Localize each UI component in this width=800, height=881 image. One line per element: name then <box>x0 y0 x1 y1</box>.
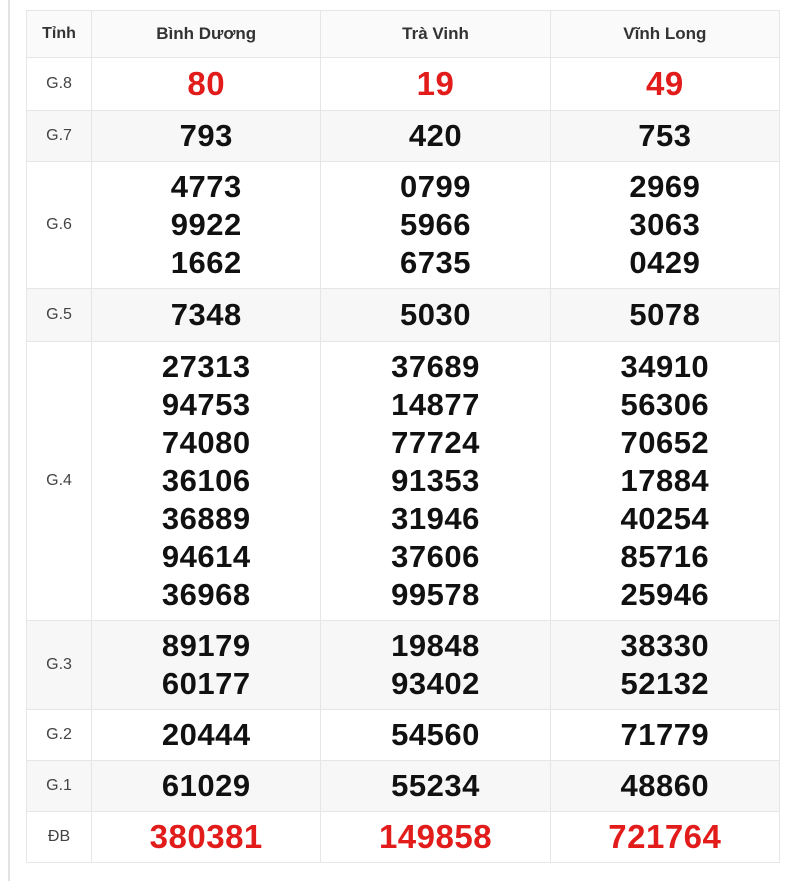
province-tra-vinh-header[interactable]: Trà Vinh <box>321 11 550 58</box>
lottery-results-table <box>26 10 780 863</box>
prize-label: G.2 <box>27 710 92 761</box>
prize-cell <box>550 342 779 621</box>
prize-cell <box>321 710 550 761</box>
prize-number: 61029 <box>161 768 251 803</box>
prize-number: 40254 <box>620 501 710 536</box>
prize-number: 52132 <box>620 666 710 701</box>
prize-number: 85716 <box>620 539 710 574</box>
prize-number: 420 <box>408 118 463 153</box>
prize-number: 0429 <box>629 245 701 280</box>
prize-cell <box>92 111 321 162</box>
prize-cell <box>321 342 550 621</box>
prize-number: 93402 <box>391 666 480 701</box>
left-border-rule <box>8 0 10 881</box>
prize-row-g1 <box>27 761 780 812</box>
prize-cell <box>92 58 321 111</box>
prize-cell <box>92 342 321 621</box>
prize-label: G.4 <box>27 342 92 621</box>
prize-number: 34910 <box>620 349 710 384</box>
special-prize-number: 149858 <box>378 818 493 855</box>
prize-cell <box>92 621 321 710</box>
prize-number: 71779 <box>620 717 710 752</box>
prize-cell <box>550 162 779 289</box>
prize-number: 19848 <box>391 628 480 663</box>
prize-number: 6735 <box>400 245 471 280</box>
province-vinh-long-header[interactable]: Vĩnh Long <box>550 11 779 58</box>
prize-number: 27313 <box>161 349 251 384</box>
prize-number: 14877 <box>391 387 480 422</box>
prize-cell <box>321 162 550 289</box>
prize-number: 99578 <box>391 577 480 612</box>
special-prize-number: 380381 <box>149 818 263 855</box>
prize-cell <box>550 58 779 111</box>
prize-number: 56306 <box>620 387 710 422</box>
prize-row-g8 <box>27 58 780 111</box>
prize-number: 94614 <box>161 539 251 574</box>
prize-number: 36968 <box>161 577 251 612</box>
prize-cell <box>92 710 321 761</box>
province-header-label: Tỉnh <box>27 11 92 58</box>
prize-number: 17884 <box>620 463 710 498</box>
prize-cell <box>321 761 550 812</box>
prize-number: 54560 <box>391 717 480 752</box>
prize-cell <box>321 812 550 863</box>
prize-row-special <box>27 812 780 863</box>
province-binh-duong-header[interactable]: Bình Dương <box>92 11 321 58</box>
table-header-row <box>27 11 780 58</box>
prize-number: 753 <box>638 118 692 153</box>
prize-row-g5 <box>27 289 780 342</box>
prize-number: 9922 <box>170 207 242 242</box>
prize-number: 94753 <box>161 387 251 422</box>
prize-number: 5030 <box>400 297 471 332</box>
prize-number: 0799 <box>400 169 471 204</box>
prize-number: 49 <box>645 65 684 102</box>
prize-label: G.3 <box>27 621 92 710</box>
prize-cell <box>550 111 779 162</box>
prize-cell <box>321 289 550 342</box>
prize-number: 36106 <box>161 463 251 498</box>
prize-number: 31946 <box>391 501 480 536</box>
prize-number: 5966 <box>400 207 471 242</box>
prize-cell <box>550 761 779 812</box>
prize-number: 20444 <box>161 717 251 752</box>
prize-row-g6 <box>27 162 780 289</box>
prize-number: 25946 <box>620 577 710 612</box>
prize-number: 48860 <box>620 768 710 803</box>
prize-cell <box>92 812 321 863</box>
prize-number: 38330 <box>620 628 710 663</box>
prize-label: G.6 <box>27 162 92 289</box>
prize-cell <box>92 162 321 289</box>
prize-number: 37606 <box>391 539 480 574</box>
prize-cell <box>321 621 550 710</box>
prize-number: 3063 <box>629 207 701 242</box>
prize-row-g7 <box>27 111 780 162</box>
prize-cell <box>321 111 550 162</box>
prize-label: G.8 <box>27 58 92 111</box>
prize-number: 19 <box>416 65 455 102</box>
prize-label: G.5 <box>27 289 92 342</box>
prize-number: 60177 <box>161 666 251 701</box>
special-prize-number: 721764 <box>608 818 722 855</box>
prize-label: ĐB <box>27 812 92 863</box>
prize-number: 80 <box>187 65 226 102</box>
prize-number: 91353 <box>391 463 480 498</box>
prize-label: G.1 <box>27 761 92 812</box>
prize-number: 5078 <box>629 297 701 332</box>
prize-number: 77724 <box>391 425 480 460</box>
prize-row-g2 <box>27 710 780 761</box>
prize-number: 37689 <box>391 349 480 384</box>
prize-number: 2969 <box>629 169 701 204</box>
prize-cell <box>321 58 550 111</box>
prize-number: 55234 <box>391 768 480 803</box>
prize-number: 7348 <box>170 297 242 332</box>
prize-number: 4773 <box>170 169 242 204</box>
prize-number: 1662 <box>170 245 242 280</box>
prize-number: 70652 <box>620 425 710 460</box>
prize-cell <box>92 761 321 812</box>
prize-row-g4 <box>27 342 780 621</box>
prize-cell <box>550 621 779 710</box>
prize-number: 793 <box>179 118 233 153</box>
prize-cell <box>550 812 779 863</box>
prize-number: 74080 <box>161 425 251 460</box>
prize-cell <box>550 710 779 761</box>
prize-cell <box>550 289 779 342</box>
prize-cell <box>92 289 321 342</box>
prize-number: 36889 <box>161 501 251 536</box>
prize-row-g3 <box>27 621 780 710</box>
prize-number: 89179 <box>161 628 251 663</box>
prize-label: G.7 <box>27 111 92 162</box>
